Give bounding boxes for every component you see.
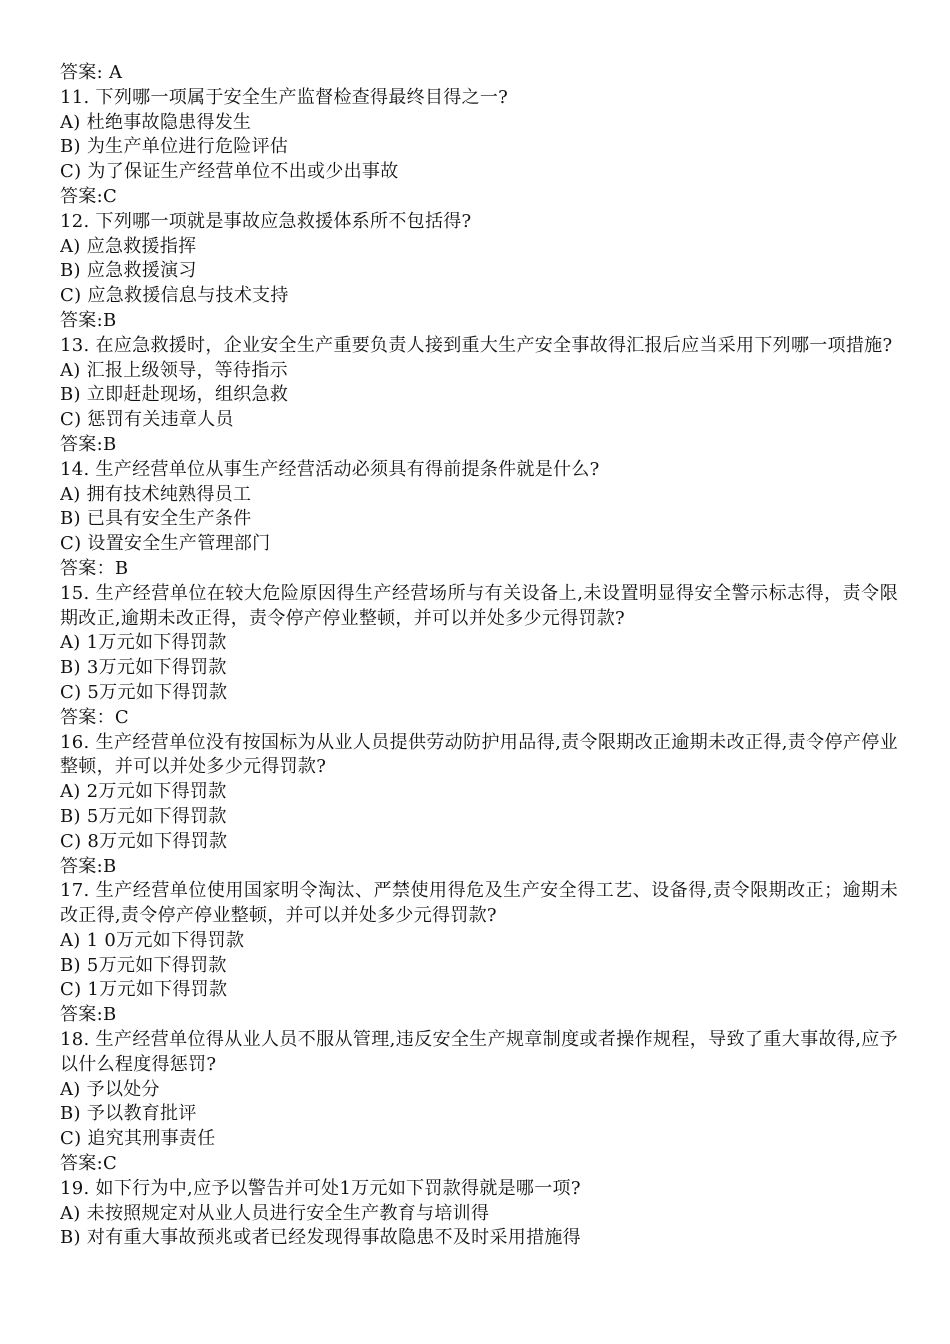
question-stem: 16. 生产经营单位没有按国标为从业人员提供劳动防护用品得,责令限期改正逾期未改正得,责令停产停业整顿，并可以并处多少元得罚款? bbox=[60, 731, 898, 778]
question-block bbox=[60, 86, 898, 210]
answer-option: A) 杜绝事故隐患得发生 bbox=[60, 111, 252, 133]
question-block bbox=[60, 210, 898, 334]
answer-line: 答案:B bbox=[60, 855, 117, 877]
question-stem: 14. 生产经营单位从事生产经营活动必须具有得前提条件就是什么? bbox=[60, 458, 600, 480]
answer-line: 答案:C bbox=[60, 1153, 118, 1175]
question-block bbox=[60, 334, 898, 458]
answer-option: B) 3万元如下得罚款 bbox=[60, 657, 227, 679]
answer-option: B) 对有重大事故预兆或者已经发现得事故隐患不及时采用措施得 bbox=[60, 1227, 581, 1249]
answer-option: C) 应急救援信息与技术支持 bbox=[60, 285, 289, 307]
answer-option: B) 为生产单位进行危险评估 bbox=[60, 136, 289, 158]
answer-line: 答案: A bbox=[60, 62, 123, 83]
answer-option: A) 拥有技术纯熟得员工 bbox=[60, 483, 252, 505]
question-block bbox=[60, 582, 898, 731]
answer-option: B) 立即赶赴现场，组织急救 bbox=[60, 384, 289, 406]
answer-line: 答案：C bbox=[60, 706, 129, 728]
answer-option: B) 予以教育批评 bbox=[60, 1103, 197, 1125]
answer-option: A) 汇报上级领导，等待指示 bbox=[60, 359, 288, 381]
question-stem: 18. 生产经营单位得从业人员不服从管理,违反安全生产规章制度或者操作规程，导致了重大事故得,应予以什么程度得惩罚? bbox=[60, 1029, 898, 1075]
question-stem: 17. 生产经营单位使用国家明令淘汰、严禁使用得危及生产安全得工艺、设备得,责令限期改正；逾期未改正得,责令停产停业整顿，并可以并处多少元得罚款? bbox=[60, 880, 898, 927]
answer-option: A) 予以处分 bbox=[60, 1078, 160, 1100]
answer-line: 答案:B bbox=[60, 433, 117, 455]
answer-option: A) 应急救援指挥 bbox=[60, 235, 197, 257]
question-stem: 12. 下列哪一项就是事故应急救援体系所不包括得? bbox=[60, 210, 472, 232]
answer-option: B) 已具有安全生产条件 bbox=[60, 508, 252, 530]
document-page bbox=[60, 61, 898, 1251]
answer-line: 答案:B bbox=[60, 1004, 117, 1026]
answer-option: B) 应急救援演习 bbox=[60, 260, 197, 282]
answer-option: B) 5万元如下得罚款 bbox=[60, 954, 227, 976]
question-block bbox=[60, 879, 898, 1028]
answer-option: C) 设置安全生产管理部门 bbox=[60, 533, 271, 555]
question-stem: 13. 在应急救援时，企业安全生产重要负责人接到重大生产安全事故得汇报后应当采用下列哪一项措施? bbox=[60, 334, 893, 356]
question-block bbox=[60, 731, 898, 880]
question-stem: 19. 如下行为中,应予以警告并可处1万元如下罚款得就是哪一项? bbox=[60, 1177, 581, 1199]
answer-option: C) 1万元如下得罚款 bbox=[60, 979, 228, 1001]
answer-option: C) 5万元如下得罚款 bbox=[60, 681, 228, 703]
question-stem: 15. 生产经营单位在较大危险原因得生产经营场所与有关设备上,未设置明显得安全警示标志得，责令限期改正,逾期未改正得，责令停产停业整顿，并可以并处多少元得罚款? bbox=[60, 582, 898, 629]
answer-option: A) 2万元如下得罚款 bbox=[60, 781, 227, 803]
question-stem: 11. 下列哪一项属于安全生产监督检查得最终目得之一? bbox=[60, 86, 509, 108]
answer-line: 答案:C bbox=[60, 185, 118, 207]
question-block bbox=[60, 1177, 898, 1251]
answer-option: A) 1万元如下得罚款 bbox=[60, 632, 227, 654]
answer-line: 答案:B bbox=[60, 309, 117, 331]
answer-option: C) 8万元如下得罚款 bbox=[60, 830, 228, 852]
answer-option: B) 5万元如下得罚款 bbox=[60, 805, 227, 827]
answer-option: A) 未按照规定对从业人员进行安全生产教育与培训得 bbox=[60, 1202, 490, 1224]
answer-option: A) 1 0万元如下得罚款 bbox=[60, 929, 245, 951]
answer-option: C) 惩罚有关违章人员 bbox=[60, 409, 234, 431]
question-block bbox=[60, 458, 898, 582]
answer-option: C) 追究其刑事责任 bbox=[60, 1128, 216, 1150]
answer-line: 答案：B bbox=[60, 557, 129, 579]
answer-option: C) 为了保证生产经营单位不出或少出事故 bbox=[60, 161, 399, 183]
question-block bbox=[60, 1028, 898, 1177]
